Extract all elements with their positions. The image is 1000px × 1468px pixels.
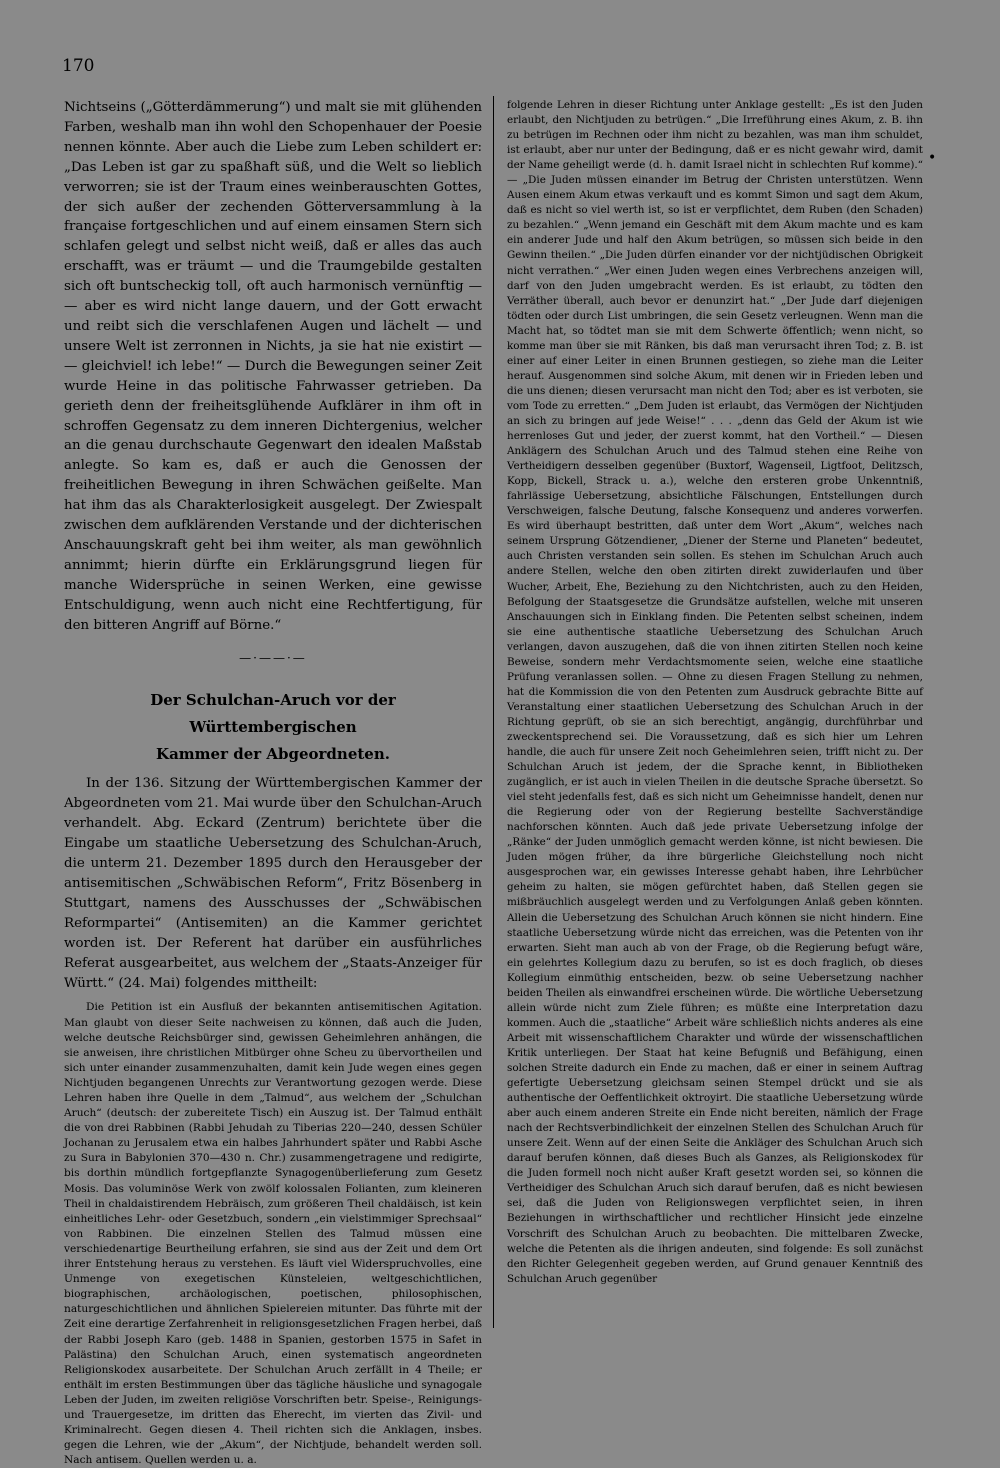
report-paragraph: In der 136. Sitzung der Württembergischen Kammer der Abgeordneten vom 21. Mai wurde über den Schulchan-Aruch verhandelt. Abg. Eckard (Zentrum) berichtete über die Eingabe um staatliche Uebersetzung des Schulchan-Aruch, die unterm 21. Dezember 1895 durch den Herausgeber der antisemitischen „Schwäbischen Reform“, Fritz Bösenberg in Stuttgart, namens des Ausschusses der „Schwäbischen Reformpartei“ (Antisemiten) an die Kammer gerichtet worden ist. Der Referent hat darüber ein ausführliches Referat ausgearbeitet, aus welchem der „Staats-Anzeiger für Württ.“ (24. Mai) folgendes mittheilt:: [64, 776, 482, 991]
article-heading-line-2: Kammer der Abgeordneten.: [156, 745, 390, 764]
column-divider: [493, 96, 494, 1328]
page-number: 170: [62, 56, 95, 76]
left-column: [64, 98, 482, 1468]
article-heading-line-1: Der Schulchan-Aruch vor der Württembergischen: [150, 691, 396, 737]
quoted-report-paragraph: Die Petition ist ein Ausfluß der bekannten antisemitischen Agitation. Man glaubt von dieser Seite nachweisen zu können, daß auch die Juden, welche deutsche Reichsbürger sind, gewissen Geheimlehren anhängen, die sie anweisen, ihre christlichen Mitbürger ohne Scheu zu übervortheilen und sich unter einander zusammenzuhalten, damit kein Jude wegen eines gegen Nichtjuden begangenen Unrechts zur Verantwortung gezogen werde. Diese Lehren haben ihre Quelle in dem „Talmud“, aus welchem der „Schulchan Aruch“ (deutsch: der zubereitete Tisch) ein Auszug ist. Der Talmud enthält die von drei Rabbinen (Rabbi Jehudah zu Tiberias 220—240, dessen Schüler Jochanan zu Jerusalem etwa ein halbes Jahrhundert später und Rabbi Asche zu Sura in Babylonien 370—430 n. Chr.) zusammengetragene und redigirte, bis dorthin mündlich fortgepflanzte Synagogenüberlieferung zum Gesetz Mosis. Das voluminöse Werk von zwölf kolossalen Folianten, zum kleineren Theil in chaldaistirendem Hebräisch, zum größeren Theil chaldäisch, ist kein einheitliches Lehr- oder Gesetzbuch, sondern „ein vielstimmiger Sprechsaal“ von Rabbinen. Die einzelnen Stellen des Talmud müssen eine verschiedenartige Beurtheilung erfahren, sie sind aus der Zeit und dem Ort ihrer Entstehung heraus zu verstehen. Es läuft viel Widerspruchvolles, eine Unmenge von exegetischen Künsteleien, weltgeschichtlichen, biographischen, archäologischen, poetischen, philosophischen, naturgeschichtlichen und ähnlichen Spielereien mitunter. Das führte mit der Zeit eine derartige Zerfahrenheit in religionsgesetzlichen Fragen herbei, daß der Rabbi Joseph Karo (geb. 1488 in Spanien, gestorben 1575 in Safet in Palästina) den Schulchan Aruch, einen systematisch angeordneten Religionskodex ausarbeitete. Der Schulchan Aruch zerfällt in 4 Theile; er enthält im ersten Bestimmungen über das tägliche häusliche und synagogale Leben der Juden, im zweiten religiöse Vorschriften betr. Speise-, Reinigungs- und Trauergesetze, im dritten das Eherecht, im vierten das Zivil- und Kriminalrecht. Gegen diesen 4. Theil richten sich die Anklagen, insbes. gegen die Lehren, wie der „Akum“, der Nichtjude, behandelt werden soll. Nach antisem. Quellen werden u. a.: [64, 1001, 482, 1467]
margin-mark: •: [928, 150, 937, 166]
right-column: [507, 98, 923, 1287]
article-heading: [64, 687, 482, 768]
section-separator: —·——·—: [239, 651, 307, 666]
continued-report-paragraph: folgende Lehren in dieser Richtung unter Anklage gestellt: „Es ist den Juden erlaubt, den Nichtjuden zu betrügen.“ „Die Irreführung eines Akum, z. B. ihn zu betrügen im Rechnen oder ihm nicht zu bezahlen, was man ihm schuldet, ist erlaubt, aber nur unter der Bedingung, daß er es nicht gewahr wird, damit der Name geheiligt werde (d. h. damit Israel nicht in schlechten Ruf komme).“ — „Die Juden müssen einander im Betrug der Christen unterstützen. Wenn Ausen einem Akum etwas verkauft und es kommt Simon und sagt dem Akum, daß es nicht so viel werth ist, so ist er verpflichtet, dem Ruben (den Schaden) zu bezahlen.“ „Wenn jemand ein Geschäft mit dem Akum machte und es kam ein anderer Jude und half den Akum betrügen, so müssen sich beide in den Gewinn theilen.“ „Die Juden dürfen einander vor der nichtjüdischen Obrigkeit nicht verrathen.“ „Wer einen Juden wegen eines Verbrechens anzeigen will, darf von den Juden umgebracht werden. Es ist erlaubt, zu tödten den Verräther überall, auch bevor er denunzirt hat.“ „Der Jude darf diejenigen tödten oder durch List umbringen, die sein Gesetz verleugnen. Wenn man die Macht hat, so tödtet man sie mit dem Schwerte öffentlich; wenn nicht, so komme man über sie mit Ränken, bis daß man verursacht ihren Tod; z. B. ist einer auf einer Leiter in einen Brunnen gestiegen, so ziehe man die Leiter herauf. Ausgenommen sind solche Akum, mit denen wir in Frieden leben und die uns dienen; diesen verursacht man nicht den Tod; aber es ist verboten, sie vom Tode zu erretten.“ „Dem Juden ist erlaubt, das Vermögen der Nichtjuden an sich zu bringen auf jede Weise!“ . . . „denn das Geld der Akum ist wie herrenloses Gut und jeder, der zuerst kommt, hat den Vortheil.“ — Diesen Anklägern des Schulchan Aruch und des Talmud stehen eine Reihe von Vertheidigern desselben gegenüber (Buxtorf, Wagenseil, Ligtfoot, Delitzsch, Kopp, Bickell, Strack u. a.), welche den ersteren grobe Unkenntniß, fahrlässige Uebersetzung, absichtliche Fälschungen, Entstellungen durch Verschweigen, falsche Deutung, falsche Konsequenz und anderes vorwerfen. Es wird überhaupt bestritten, daß unter dem Wort „Akum“, welches nach seinem Ursprung Götzendiener, „Diener der Sterne und Planeten“ bedeutet, auch Christen verstanden sein sollen. Es stehen im Schulchan Aruch auch andere Stellen, welche den oben zitirten direkt zuwiderlaufen und über Wucher, Arbeit, Ehe, Beziehung zu den Nichtchristen, auch zu den Heiden, Befolgung der Staatsgesetze die Grundsätze aufstellen, welche mit unseren Anschauungen sich in Einklang finden. Die Petenten selbst scheinen, indem sie eine authentische staatliche Uebersetzung des Schulchan Aruch verlangen, davon auszugehen, daß die von ihnen zitirten Stellen noch keine Beweise, sondern mehr Verdachtsmomente seien, welche eine staatliche Prüfung veranlassen sollen. — Ohne zu diesen Fragen Stellung zu nehmen, hat die Kommission die von den Petenten zum Ausdruck gebrachte Bitte auf Veranstaltung einer staatlichen Uebersetzung des Schulchan Aruch in der Richtung geprüft, ob sie an sich berechtigt, angängig, durchführbar und zweckentsprechend sei. Die Voraussetzung, daß es sich hier um Lehren handle, die auch für unsere Zeit noch Geheimlehren seien, trifft nicht zu. Der Schulchan Aruch ist jedem, der die Sprache kennt, in Bibliotheken zugänglich, er ist auch in vielen Theilen in die deutsche Sprache übersetzt. So viel steht jedenfalls fest, daß es sich nicht um Geheimnisse handelt, denen nur die Regierung oder von der Regierung bestellte Sachverständige nachforschen könnten. Auch daß jede private Uebersetzung infolge der „Ränke“ der Juden unmöglich gemacht werden könne, ist nicht bewiesen. Die Juden mögen früher, da ihre bürgerliche Gleichstellung noch nicht ausgesprochen war, ein gewisses Interesse gehabt haben, ihre Lehrbücher geheim zu halten, sie mögen gefürchtet haben, daß Stellen gegen sie mißbräuchlich ausgelegt werden und zu Verfolgungen Anlaß geben könnten. Allein die Uebersetzung des Schulchan Aruch können sie nicht hindern. Eine staatliche Uebersetzung würde nicht das erreichen, was die Petenten von ihr erwarten. Sieht man auch ab von der Frage, ob die Regierung befugt wäre, ein gelehrtes Kollegium dazu zu berufen, so ist es doch fraglich, ob dieses Kollegium einmüthig entscheiden, bezw. ob seine Uebersetzung nachher beiden Theilen als einwandfrei erscheinen würde. Die wörtliche Uebersetzung allein würde nicht zum Ziele führen; es müßte eine Interpretation dazu kommen. Auch die „staatliche“ Arbeit wäre schließlich nichts anderes als eine Arbeit mit wissenschaftlichem Charakter und würde der wissenschaftlichen Kritik unterliegen. Der Staat hat keine Befugniß und Befähigung, einen solchen Streite dadurch ein Ende zu machen, daß er einer in seinem Auftrag gefertigte Uebersetzung gleichsam seinen Stempel drückt und sie als authentische der Oeffentlichkeit oktroyirt. Die staatliche Uebersetzung würde aber auch einem anderen Streite ein Ende nicht bereiten, nämlich der Frage nach der Rechtsverbindlichkeit der einzelnen Stellen des Schulchan Aruch für unsere Zeit. Wenn auf der einen Seite die Ankläger des Schulchan Aruch sich darauf berufen können, daß dieses Buch als Ganzes, als Religionskodex für die Juden formell noch nicht außer Kraft gesetzt worden sei, so können die Vertheidiger des Schulchan Aruch sich darauf berufen, daß es nicht bewiesen sei, daß die Juden von Religionswegen verpflichtet seien, in ihren Beziehungen in wirthschaftlicher und rechtlicher Hinsicht jede einzelne Vorschrift des Schulchan Aruch zu beobachten. Die mittelbaren Zwecke, welche die Petenten als die ihrigen andeuten, sind folgende: Es soll zunächst den Richter Gelegenheit gegeben werden, auf Grund genauer Kenntniß des Schulchan Aruch gegenüber: [507, 99, 923, 1285]
heine-paragraph: Nichtseins („Götterdämmerung“) und malt sie mit glühenden Farben, weshalb man ihn wohl den Schopenhauer der Poesie nennen könnte. Aber auch die Liebe zum Leben schildert er: „Das Leben ist gar zu spaßhaft süß, und die Welt so lieblich verworren; sie ist der Traum eines weinberauschten Gottes, der sich außer der zechenden Götterversammlung à la française fortgeschlichen und auf einem einsamen Stern sich schlafen gelegt und selbst nicht weiß, daß er alles das auch erschafft, was er träumt — und die Traumgebilde gestalten sich oft buntscheckig toll, oft auch harmonisch vernünftig — — aber es wird nicht lange dauern, und der Gott erwacht und reibt sich die verschlafenen Augen und lächelt — und unsere Welt ist zerronnen in Nichts, ja sie hat nie existirt — — gleichviel! ich lebe!“ — Durch die Bewegungen seiner Zeit wurde Heine in das politische Fahrwasser getrieben. Da gerieth denn der freiheitsglühende Aufklärer in ihm oft in schroffen Gegensatz zu dem inneren Dichtergenius, welcher an die genau durchschaute Gegenwart den idealen Maßstab anlegte. So kam es, daß er auch die Genossen der freiheitlichen Bewegung in ihren Schwächen geißelte. Man hat ihm das als Charakterlosigkeit ausgelegt. Der Zwiespalt zwischen dem aufklärenden Verstande und der dichterischen Anschauungskraft geht bei ihm weiter, als man gewöhnlich annimmt; hierin dürfte ein Erklärungsgrund liegen für manche Widersprüche in seinen Werken, eine gewisse Entschuldigung, wenn auch nicht eine Rechtfertigung, für den bitteren Angriff auf Börne.“: [64, 100, 482, 633]
